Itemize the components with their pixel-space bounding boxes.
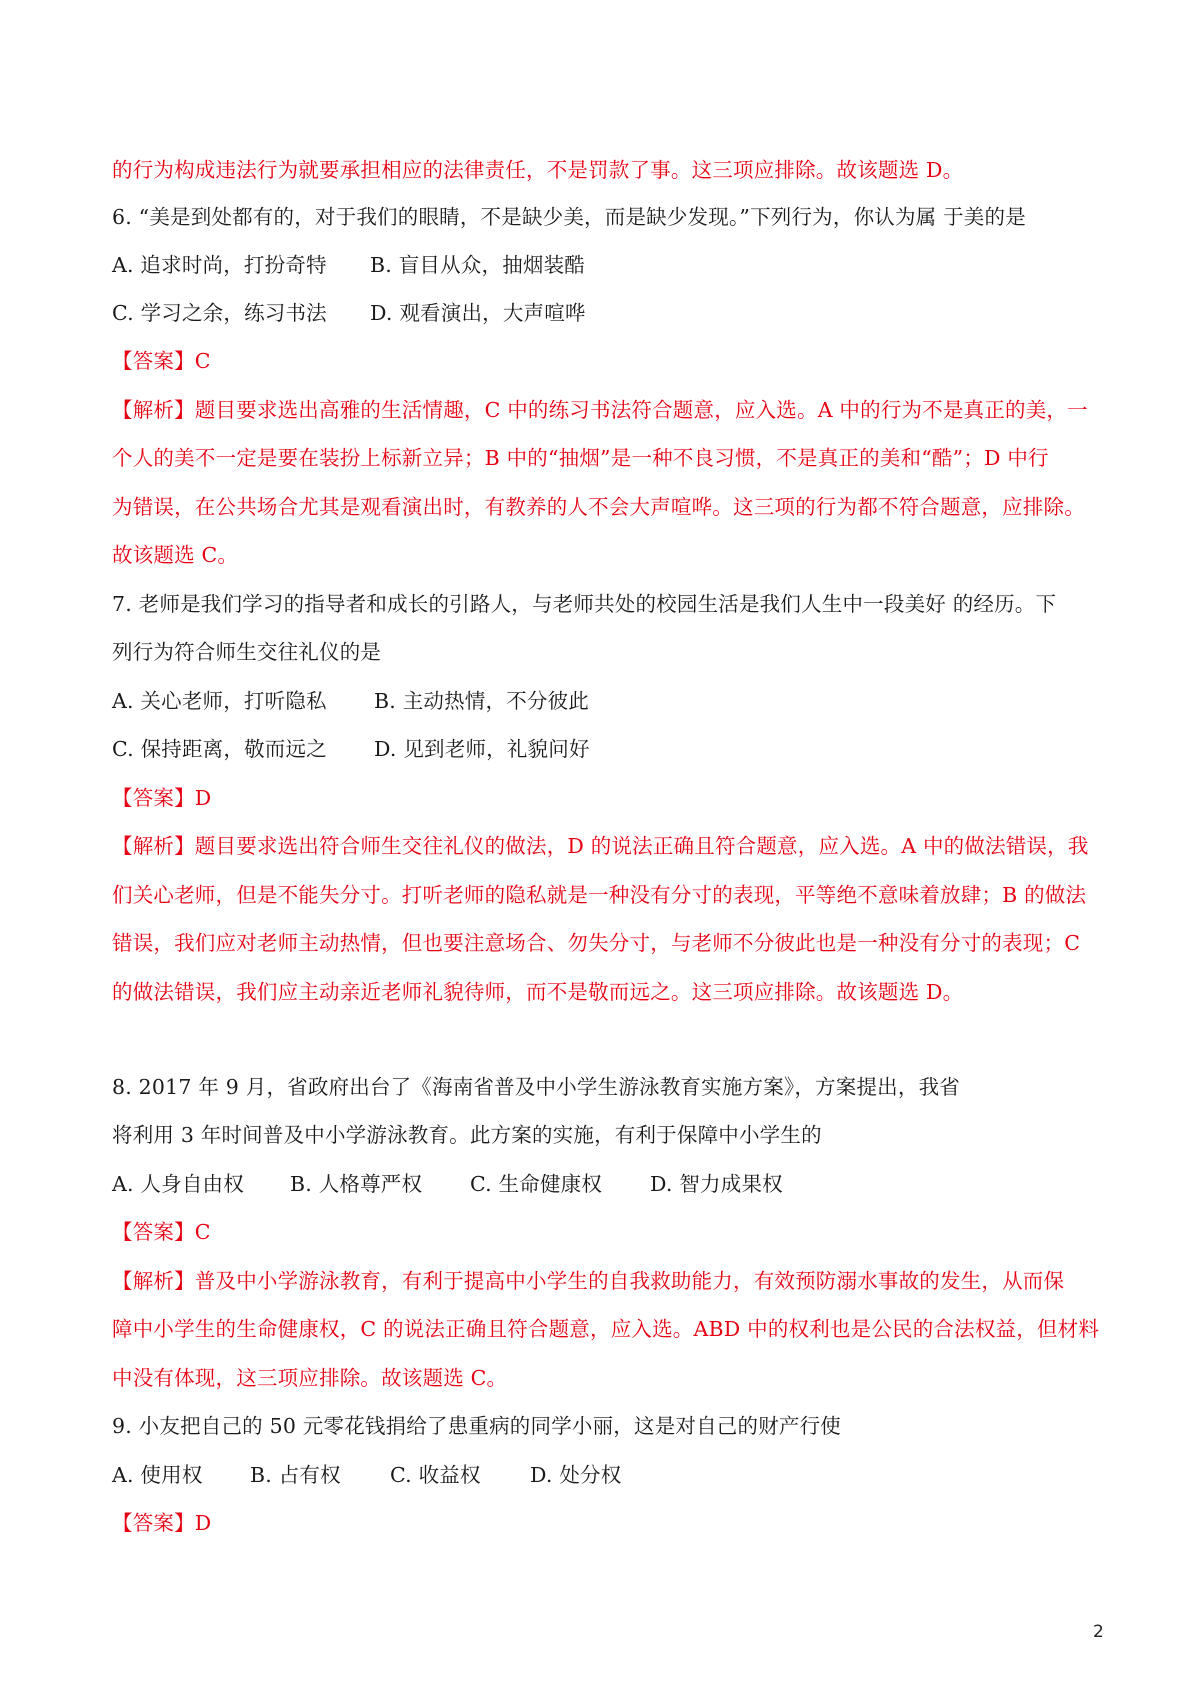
q9-answer: 【答案】D [112,1511,212,1535]
q6-explanation-line1: 【解析】题目要求选出高雅的生活情趣，C 中的练习书法符合题意，应入选。A 中的行为不是真正的美，一 [112,398,1088,422]
q6-explanation-line2: 个人的美不一定是要在装扮上标新立异；B 中的“抽烟”是一种不良习惯，不是真正的美和“酷”；D 中行 [112,446,1049,470]
q6-explanation-line4: 故该题选 C。 [112,543,239,567]
q6-option-d: D. 观看演出，大声喧哗 [370,301,586,325]
q9-option-a: A. 使用权 [112,1463,203,1487]
q8-stem-line1: 8. 2017 年 9 月，省政府出台了《海南省普及中小学生游泳教育实施方案》，方案提出，我省 [112,1075,960,1099]
q9-option-b: B. 占有权 [250,1463,341,1487]
q6-option-b: B. 盲目从众，抽烟装酷 [370,253,585,277]
q8-answer: 【答案】C [112,1220,211,1244]
q6-explanation-line3: 为错误，在公共场合尤其是观看演出时，有教养的人不会大声喧哗。这三项的行为都不符合题意，应排除。 [112,495,1085,519]
q9-option-d: D. 处分权 [530,1463,622,1487]
q9-stem: 9. 小友把自己的 50 元零花钱捐给了患重病的同学小丽，这是对自己的财产行使 [112,1414,841,1438]
q9-options [112,1460,1102,1490]
carryover-explanation: 的行为构成违法行为就要承担相应的法律责任，不是罚款了事。这三项应排除。故该题选 D。 [112,158,964,182]
q6-answer: 【答案】C [112,349,211,373]
q8-explanation-line1: 【解析】普及中小学游泳教育，有利于提高中小学生的自我救助能力，有效预防溺水事故的发生，从而保 [112,1269,1065,1293]
q6-option-c: C. 学习之余，练习书法 [112,301,327,325]
q8-options [112,1169,1102,1199]
q8-option-a: A. 人身自由权 [112,1172,244,1196]
q7-option-b: B. 主动热情，不分彼此 [374,689,589,713]
q8-option-c: C. 生命健康权 [470,1172,603,1196]
q7-options-row2 [112,734,1102,764]
q7-option-a: A. 关心老师，打听隐私 [112,689,327,713]
q8-stem-line2: 将利用 3 年时间普及中小学游泳教育。此方案的实施，有利于保障中小学生的 [112,1123,822,1147]
q8-option-b: B. 人格尊严权 [290,1172,423,1196]
q7-explanation-line2: 们关心老师，但是不能失分寸。打听老师的隐私就是一种没有分寸的表现，平等绝不意味着放肆；B 的做法 [112,883,1087,907]
q6-option-a: A. 追求时尚，打扮奇特 [112,253,327,277]
q7-explanation-line1: 【解析】题目要求选出符合师生交往礼仪的做法，D 的说法正确且符合题意，应入选。A 中的做法错误，我 [112,834,1089,858]
q8-explanation-line2: 障中小学生的生命健康权，C 的说法正确且符合题意，应入选。ABD 中的权利也是公民的合法权益，但材料 [112,1317,1100,1341]
q7-options-row1 [112,686,1102,716]
q7-explanation-line4: 的做法错误，我们应主动亲近老师礼貌待师，而不是敬而远之。这三项应排除。故该题选 D。 [112,980,964,1004]
q6-options-row1 [112,250,1102,280]
q7-option-c: C. 保持距离，敬而远之 [112,737,327,761]
q7-explanation-line3: 错误，我们应对老师主动热情，但也要注意场合、勿失分寸，与老师不分彼此也是一种没有分寸的表现；C [112,931,1081,955]
q9-option-c: C. 收益权 [390,1463,481,1487]
q8-option-d: D. 智力成果权 [650,1172,783,1196]
q7-stem-line2: 列行为符合师生交往礼仪的是 [112,640,382,664]
q8-explanation-line3: 中没有体现，这三项应排除。故该题选 C。 [112,1366,508,1390]
q7-option-d: D. 见到老师，礼貌问好 [374,737,590,761]
q6-stem: 6. “美是到处都有的，对于我们的眼睛，不是缺少美，而是缺少发现。”下列行为，你认为属 于美的是 [112,205,1026,229]
q6-options-row2 [112,298,1102,328]
q7-answer: 【答案】D [112,786,212,810]
q7-stem-line1: 7. 老师是我们学习的指导者和成长的引路人，与老师共处的校园生活是我们人生中一段美好 的经历。下 [112,592,1057,616]
page-number: 2 [1093,1622,1104,1642]
